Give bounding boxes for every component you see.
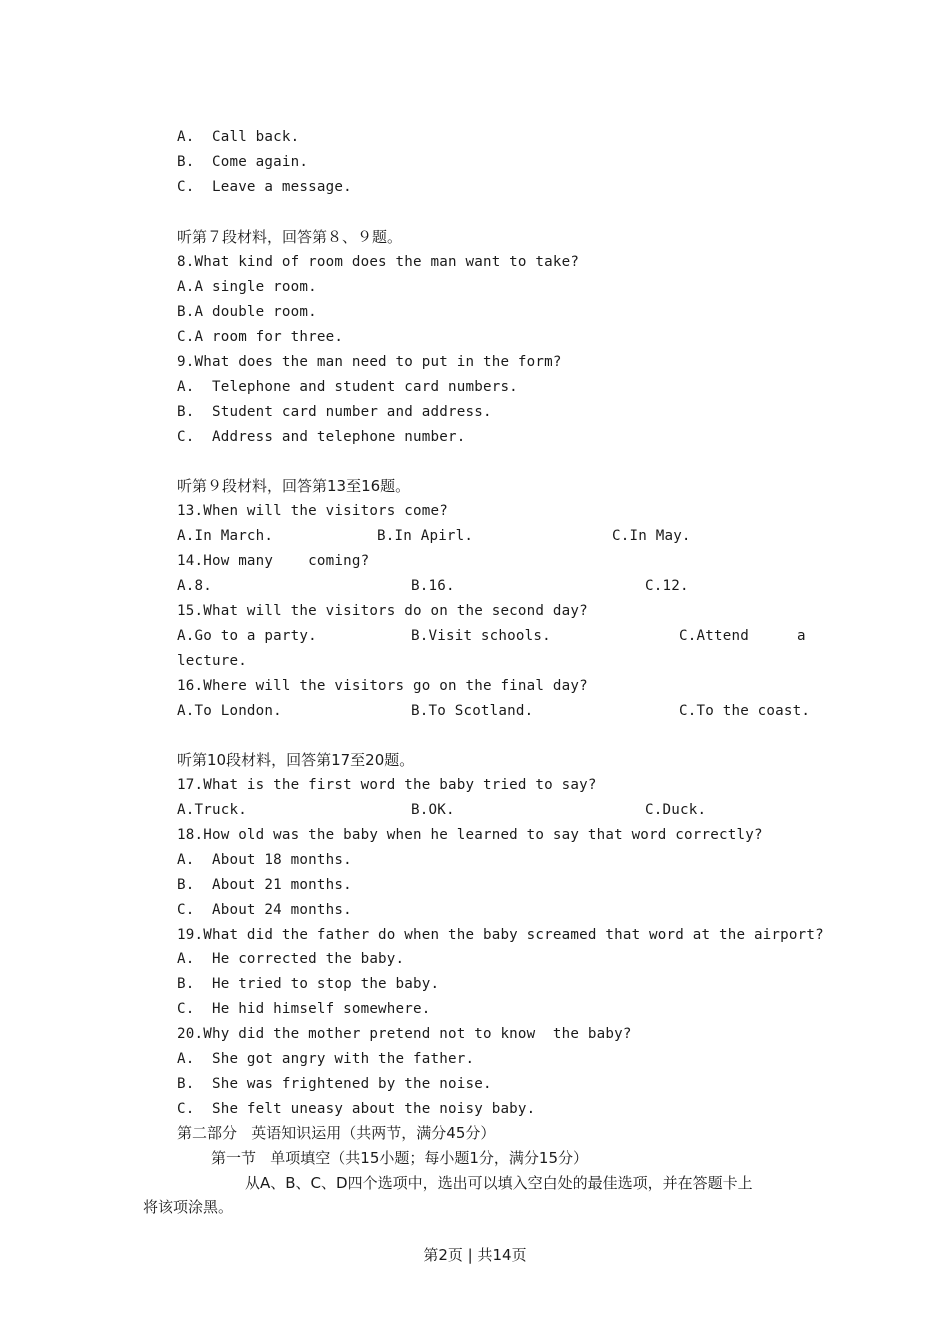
q14-option-a: A.8.: [177, 578, 212, 594]
q7-option-a: A. Call back.: [177, 129, 300, 145]
q18-option-a: A. About 18 months.: [177, 852, 352, 868]
q16-option-c: C.To the coast.: [679, 703, 811, 719]
q18-option-c: C. About 24 months.: [177, 902, 352, 918]
q15-option-c: C.Attend: [679, 628, 749, 644]
q15-option-b: B.Visit schools.: [411, 628, 551, 644]
q16-option-a: A.To London.: [177, 703, 282, 719]
q19-stem: 19.What did the father do when the baby screamed that word at the airport?: [177, 927, 824, 943]
section9-header: 听第９段材料，回答第13至16题。: [177, 477, 411, 495]
q19-option-b: B. He tried to stop the baby.: [177, 976, 440, 992]
q19-option-c: C. He hid himself somewhere.: [177, 1001, 431, 1017]
q19-option-a: A. He corrected the baby.: [177, 951, 405, 967]
q15-option-c-word: a: [797, 628, 806, 644]
q9-option-a: A. Telephone and student card numbers.: [177, 379, 518, 395]
q9-option-c: C. Address and telephone number.: [177, 429, 466, 445]
part2-instruction-line1: 从A、B、C、D四个选项中，选出可以填入空白处的最佳选项，并在答题卡上: [245, 1174, 753, 1192]
q13-option-b: B.In Apirl.: [377, 528, 474, 544]
q9-option-b: B. Student card number and address.: [177, 404, 492, 420]
q15-option-a: A.Go to a party.: [177, 628, 317, 644]
q8-option-c: C.A room for three.: [177, 329, 344, 345]
q20-option-b: B. She was frightened by the noise.: [177, 1076, 492, 1092]
q13-option-c: C.In May.: [612, 528, 691, 544]
q17-option-b: B.OK.: [411, 802, 455, 818]
q14-stem: 14.How many coming?: [177, 553, 370, 569]
q18-stem: 18.How old was the baby when he learned to say that word correctly?: [177, 827, 763, 843]
q13-option-a: A.In March.: [177, 528, 274, 544]
part2-title: 第二部分 英语知识运用（共两节，满分45分）: [177, 1124, 496, 1142]
q20-stem: 20.Why did the mother pretend not to know the baby?: [177, 1026, 632, 1042]
q9-stem: 9.What does the man need to put in the form?: [177, 354, 562, 370]
q20-option-a: A. She got angry with the father.: [177, 1051, 475, 1067]
q17-option-c: C.Duck.: [645, 802, 707, 818]
q17-option-a: A.Truck.: [177, 802, 247, 818]
section7-header: 听第７段材料，回答第８、９题。: [177, 228, 403, 246]
q20-option-c: C. She felt uneasy about the noisy baby.: [177, 1101, 536, 1117]
page-footer: 第2页 | 共14页: [423, 1246, 527, 1264]
part2-section1-title: 第一节 单项填空（共15小题；每小题1分，满分15分）: [211, 1149, 589, 1167]
part2-instruction-line2: 将该项涂黑。: [143, 1198, 234, 1216]
q13-stem: 13.When will the visitors come?: [177, 503, 448, 519]
q8-option-b: B.A double room.: [177, 304, 317, 320]
q14-option-b: B.16.: [411, 578, 455, 594]
q15-option-c-wrap: lecture.: [177, 653, 247, 669]
q8-option-a: A.A single room.: [177, 279, 317, 295]
section10-header: 听第10段材料，回答第17至20题。: [177, 751, 415, 769]
q7-option-b: B. Come again.: [177, 154, 309, 170]
q16-option-b: B.To Scotland.: [411, 703, 534, 719]
q17-stem: 17.What is the first word the baby tried to say?: [177, 777, 597, 793]
q14-option-c: C.12.: [645, 578, 689, 594]
q8-stem: 8.What kind of room does the man want to take?: [177, 254, 580, 270]
q16-stem: 16.Where will the visitors go on the final day?: [177, 678, 588, 694]
q15-stem: 15.What will the visitors do on the second day?: [177, 603, 588, 619]
q7-option-c: C. Leave a message.: [177, 179, 352, 195]
q18-option-b: B. About 21 months.: [177, 877, 352, 893]
